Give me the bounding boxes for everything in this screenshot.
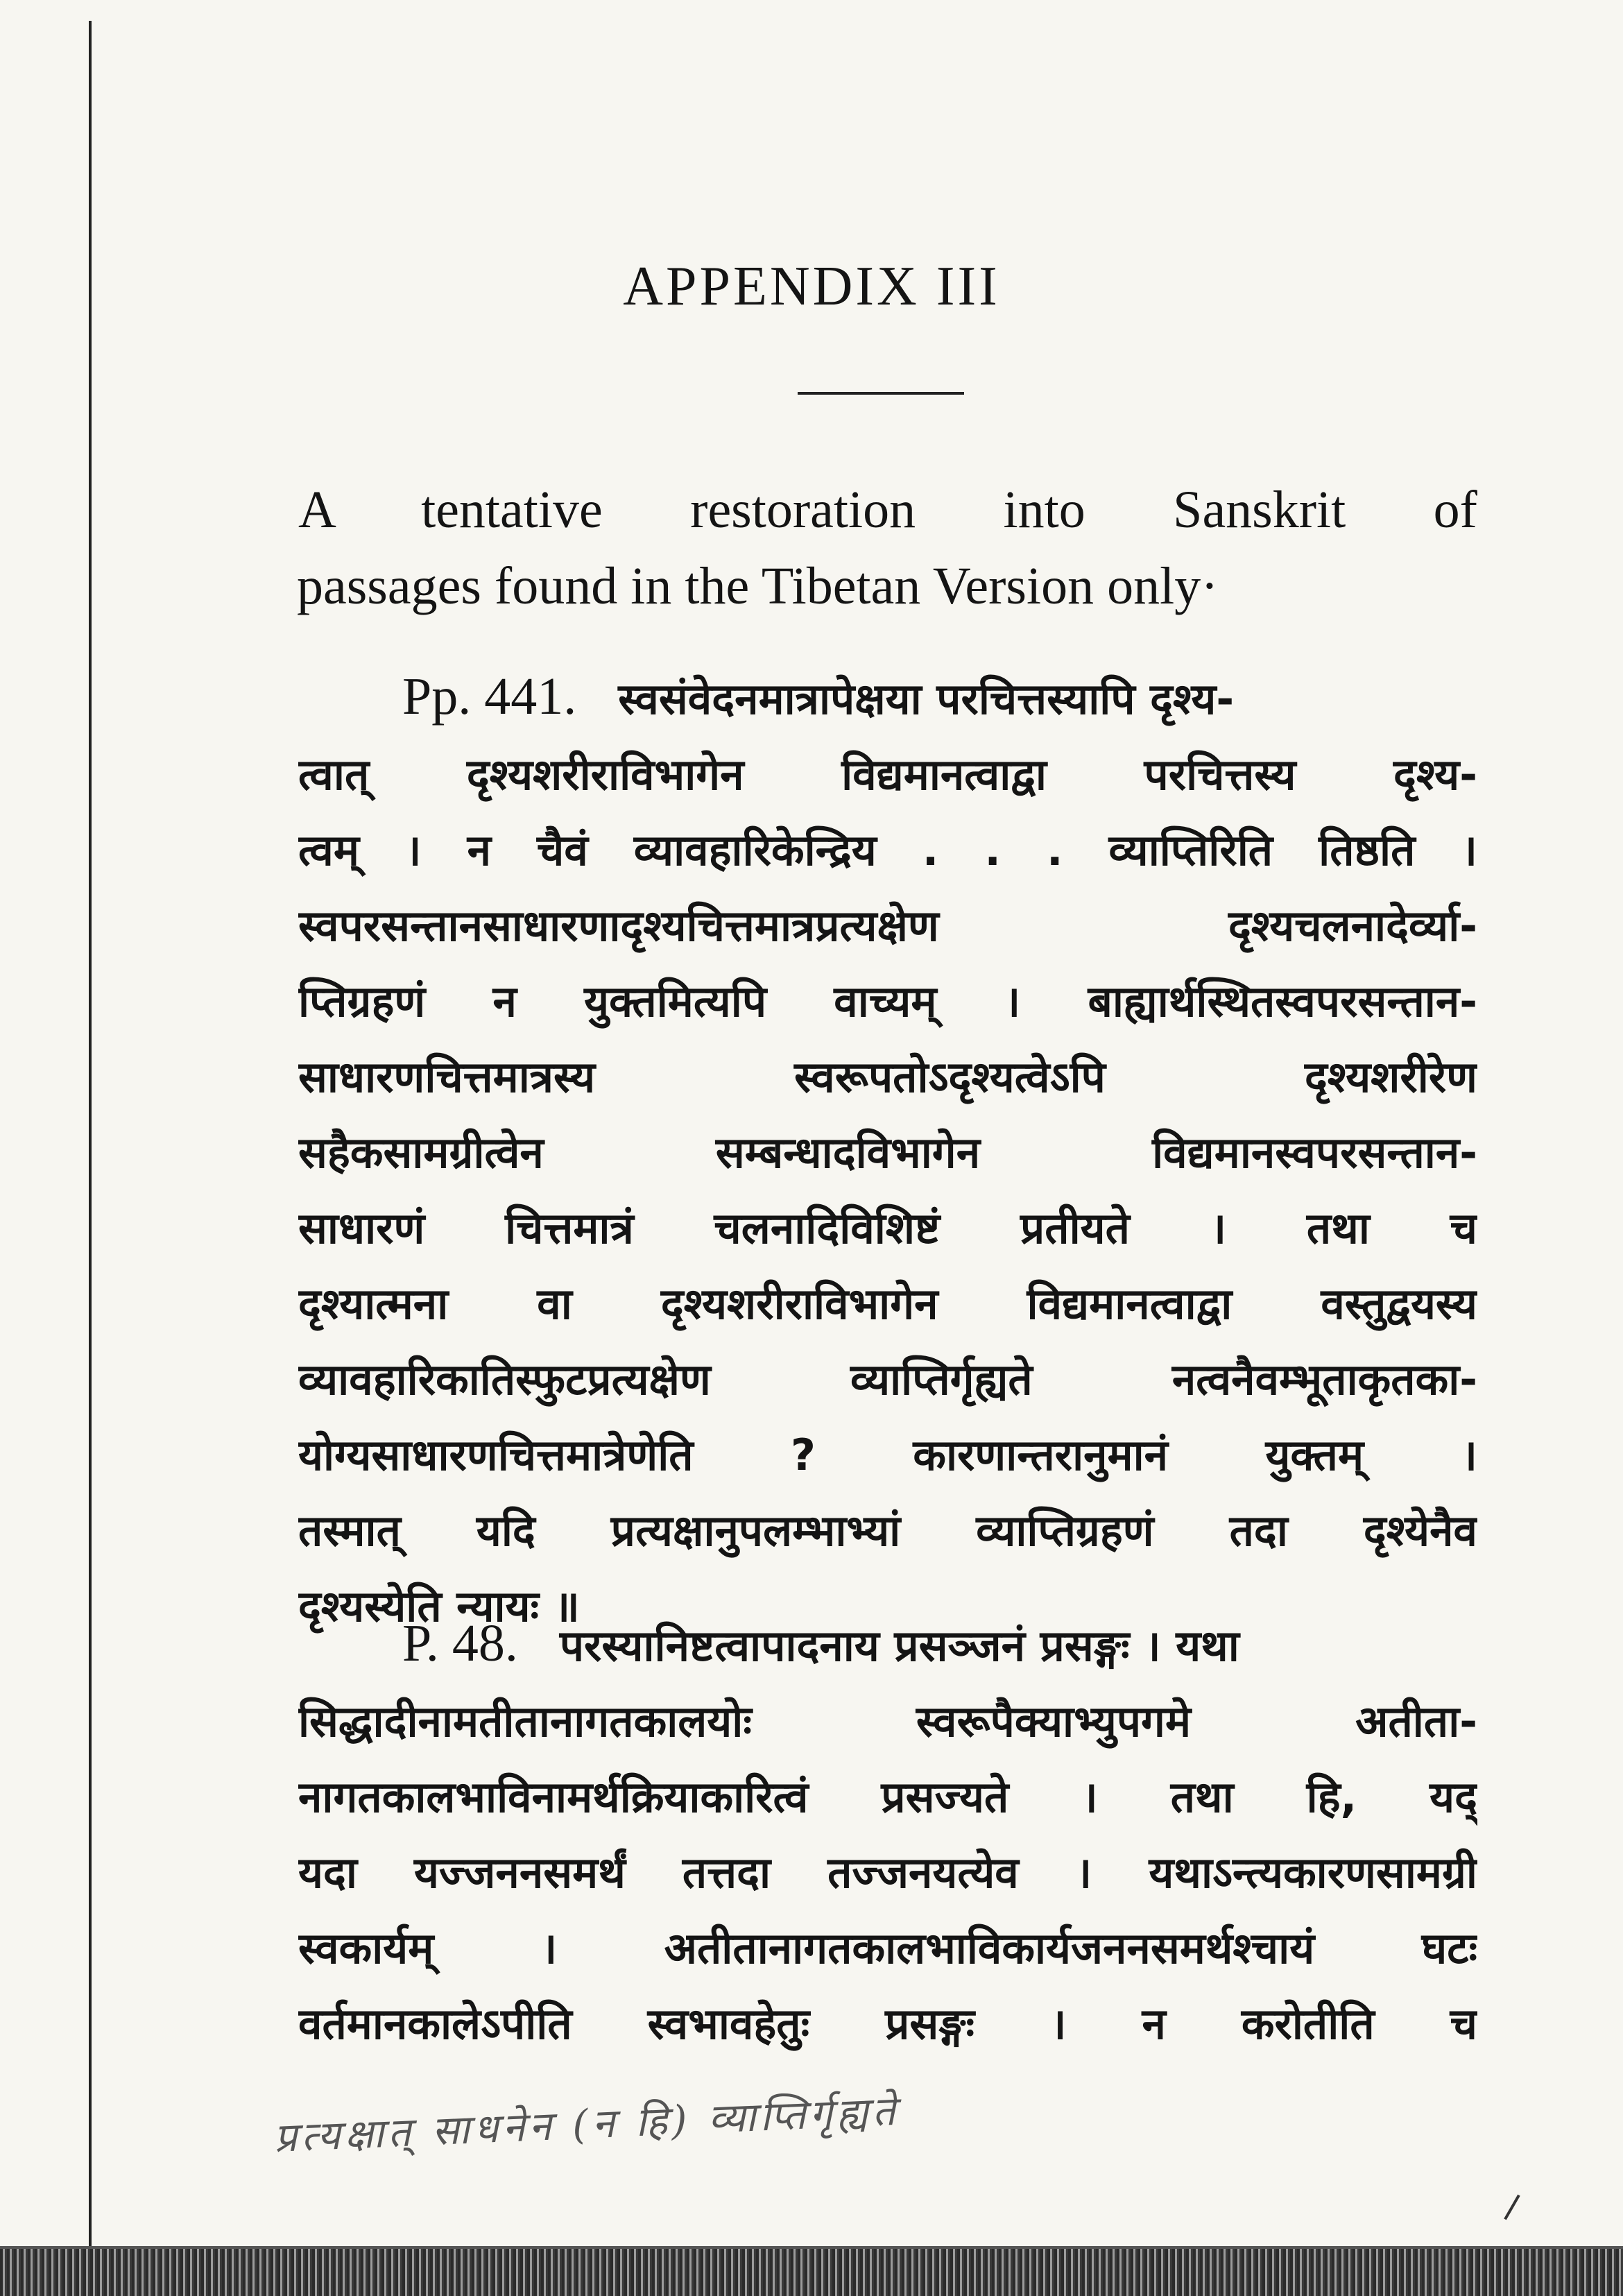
passage-line: सिद्धादीनामतीतानागतकालयोः स्वरूपैक्याभ्युपगमे अतीता-: [298, 1696, 1477, 1747]
intro-line-2: passages found in the Tibetan Version only·: [297, 557, 1219, 615]
passage-line: त्वात् दृश्यशरीराविभागेन विद्यमानत्वाद्वा परचित्तस्य दृश्य-: [298, 749, 1477, 800]
passage-line: साधारणचित्तमात्रस्य स्वरूपतोऽदृश्यत्वेऽपि दृश्यशरीरेण: [298, 1052, 1477, 1102]
passage-label: Pp. 441.: [402, 667, 577, 726]
passage-line: P. 48. परस्यानिष्टत्वापादनाय प्रसञ्जनं प्रसङ्गः । यथा: [402, 1614, 1239, 1672]
passage-line: व्यावहारिकातिस्फुटप्रत्यक्षेण व्याप्तिर्गृह्यते नत्वनैवम्भूताकृतका-: [298, 1354, 1477, 1405]
passage-line: दृश्यात्मना वा दृश्यशरीराविभागेन विद्यमानत्वाद्वा वस्तुद्वयस्य: [298, 1278, 1477, 1329]
passage-label: P. 48.: [402, 1614, 518, 1672]
passage-line: स्वकार्यम् । अतीतानागतकालभाविकार्यजननसमर्थश्चायं घटः: [298, 1923, 1477, 1973]
passage-line: Pp. 441. स्वसंवेदनमात्रापेक्षया परचित्तस्यापि दृश्य-: [402, 667, 1235, 726]
passage-line: योग्यसाधारणचित्तमात्रेणेति ? कारणान्तरानुमानं युक्तम् ।: [298, 1430, 1477, 1480]
passage-line: यदा यज्जननसमर्थं तत्तदा तज्जनयत्येव । यथाऽन्त्यकारणसामग्री: [298, 1847, 1477, 1898]
passage-line: तस्मात् यदि प्रत्यक्षानुपलम्भाभ्यां व्याप्तिग्रहणं तदा दृश्येनैव: [298, 1505, 1477, 1556]
passage-line: साधारणं चित्तमात्रं चलनादिविशिष्टं प्रतीयते । तथा च: [298, 1203, 1477, 1253]
page-edge-line: [89, 21, 92, 2247]
intro-paragraph: [298, 472, 1477, 624]
intro-line-1: A tentative restoration into Sanskrit of: [298, 481, 1477, 539]
title-divider: [798, 392, 964, 395]
passage-pp-441: [298, 659, 1477, 1644]
handwritten-note: प्रत्यक्षात् साधनेन (न हि) व्याप्तिर्गृह्यते: [273, 2087, 900, 2161]
pencil-mark: [1504, 2195, 1520, 2220]
passage-line: प्तिग्रहणं न युक्तमित्यपि वाच्यम् । बाह्यार्थस्थितस्वपरसन्तान-: [298, 976, 1477, 1027]
passage-line: स्वपरसन्तानसाधारणादृश्यचित्तमात्रप्रत्यक्षेण दृश्यचलनादेर्व्या-: [298, 900, 1477, 951]
page-title: APPENDIX III: [623, 256, 1000, 317]
passage-line: त्वम् । न चैवं व्यावहारिकेन्द्रिय . . . व्याप्तिरिति तिष्ठति ।: [298, 825, 1477, 875]
passage-line: नागतकालभाविनामर्थक्रियाकारित्वं प्रसज्यते । तथा हि, यद्: [298, 1772, 1477, 1822]
passage-p-48: [298, 1606, 1477, 2062]
scan-border-band: [0, 2249, 1623, 2296]
passage-line: सहैकसामग्रीत्वेन सम्बन्धादविभागेन विद्यमानस्वपरसन्तान-: [298, 1127, 1477, 1178]
passage-line: दृश्यस्येति न्यायः ॥: [298, 1581, 580, 1631]
passage-line: वर्तमानकालेऽपीति स्वभावहेतुः प्रसङ्गः । न करोतीति च: [298, 1998, 1477, 2049]
